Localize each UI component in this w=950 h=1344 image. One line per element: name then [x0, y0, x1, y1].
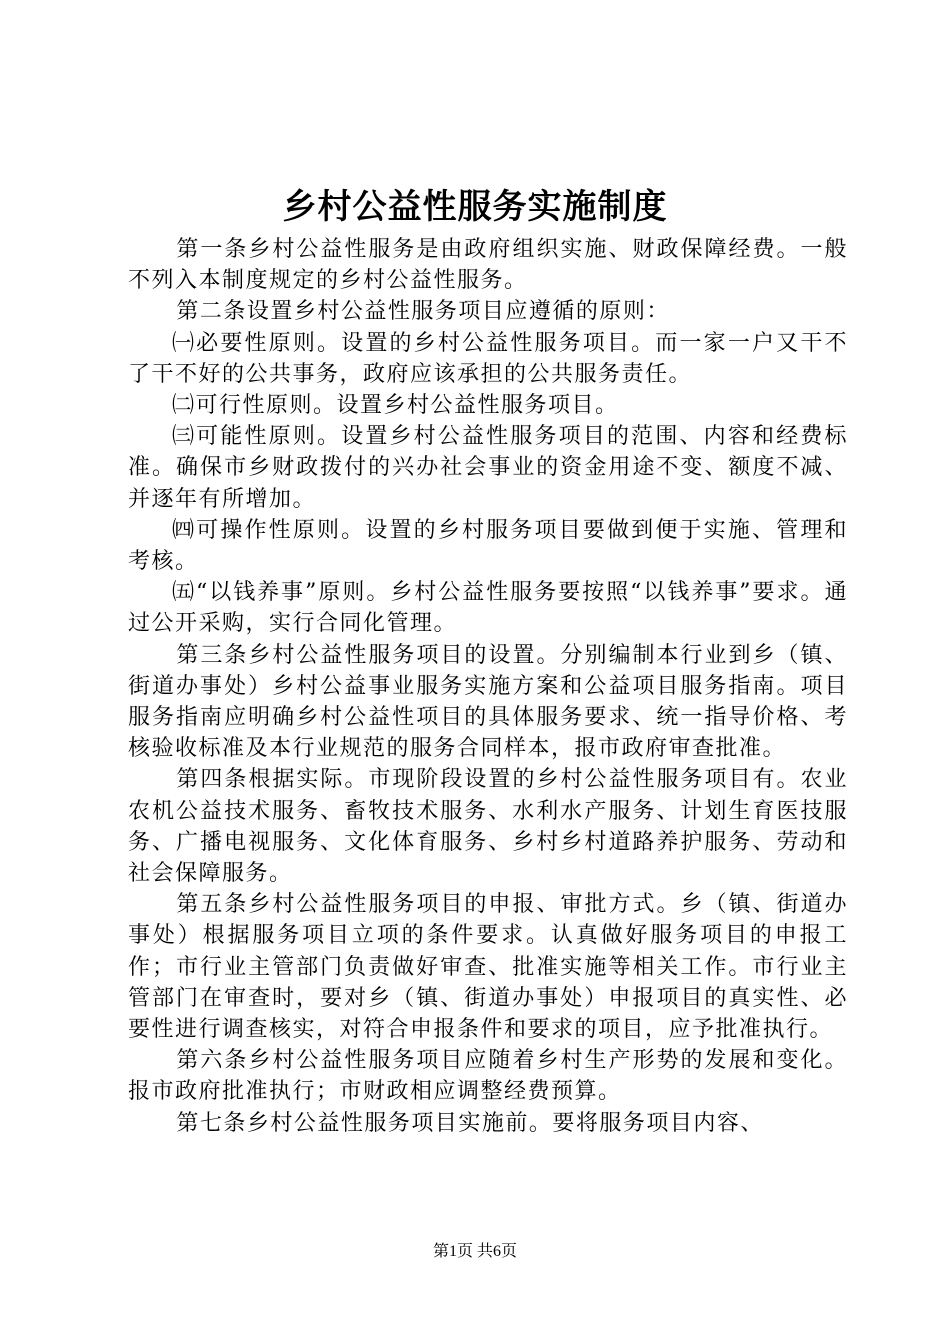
paragraph-principle-5: ㈤“以钱养事”原则。乡村公益性服务要按照“以钱养事”要求。通过公开采购，实行合同化管理。	[128, 580, 848, 637]
paragraph-article-2: 第二条设置乡村公益性服务项目应遵循的原则：	[176, 299, 670, 325]
paragraph-principle-4: ㈣可操作性原则。设置的乡村服务项目要做到便于实施、管理和考核。	[128, 517, 848, 575]
page-number-footer: 第1页 共6页	[432, 1243, 517, 1260]
paragraph-principle-1: ㈠必要性原则。设置的乡村公益性服务项目。而一家一户又干不了干不好的公共事务，政府应该承担的公共服务责任。	[128, 330, 848, 387]
paragraph-article-7: 第七条乡村公益性服务项目实施前。要将服务项目内容、	[176, 1110, 764, 1136]
document-body	[128, 234, 848, 1139]
paragraph-article-4: 第四条根据实际。市现阶段设置的乡村公益性服务项目有。农业农机公益技术服务、畜牧技术服务、水利水产服务、计划生育医技服务、广播电视服务、文化体育服务、乡村乡村道路养护服务、劳动和社会保障服务。	[128, 767, 848, 887]
paragraph-article-6: 第六条乡村公益性服务项目应随着乡村生产形势的发展和变化。报市政府批准执行；市财政相应调整经费预算。	[128, 1048, 848, 1105]
document-title: 乡村公益性服务实施制度	[282, 187, 668, 227]
paragraph-article-3: 第三条乡村公益性服务项目的设置。分别编制本行业到乡（镇、街道办事处）乡村公益事业服务实施方案和公益项目服务指南。项目服务指南应明确乡村公益性项目的具体服务要求、统一指导价格、考核验收标准及本行业规范的服务合同样本，报市政府审查批准。	[128, 642, 848, 762]
paragraph-principle-3: ㈢可能性原则。设置乡村公益性服务项目的范围、内容和经费标准。确保市乡财政拨付的兴办社会事业的资金用途不变、额度不减、并逐年有所增加。	[128, 424, 848, 512]
paragraph-principle-2: ㈡可行性原则。设置乡村公益性服务项目。	[172, 393, 619, 419]
paragraph-article-5: 第五条乡村公益性服务项目的申报、审批方式。乡（镇、街道办事处）根据服务项目立项的条件要求。认真做好服务项目的申报工作；市行业主管部门负责做好审查、批准实施等相关工作。市行业主管部门在审查时，要对乡（镇、街道办事处）申报项目的真实性、必要性进行调查核实，对符合申报条件和要求的项目，应予批准执行。	[128, 892, 848, 1043]
paragraph-article-1: 第一条乡村公益性服务是由政府组织实施、财政保障经费。一般不列入本制度规定的乡村公益性服务。	[128, 237, 848, 294]
